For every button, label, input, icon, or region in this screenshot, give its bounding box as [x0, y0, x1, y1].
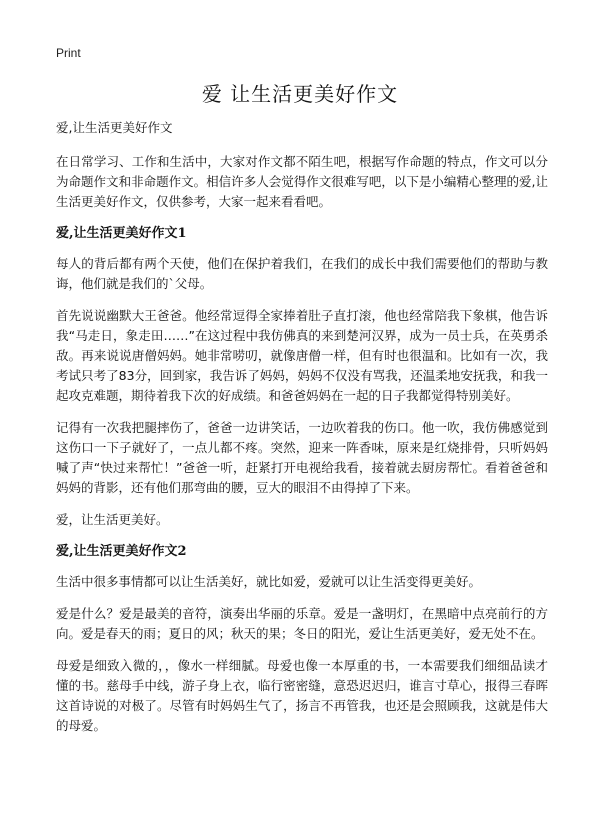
intro-paragraph: 在日常学习、工作和生活中，大家对作文都不陌生吧，根据写作命题的特点，作文可以分为命题作文和非命题作文。相信许多人会觉得作文很难写吧，以下是小编精心整理的爱,让生活更美好作文，仅供参考，大家一起来看看吧。 — [56, 154, 548, 209]
document-title: 爱 让生活更美好作文 — [201, 82, 399, 106]
essay1-heading: 爱,让生活更美好作文1 — [56, 226, 187, 241]
essay1-paragraph-2: 首先说说幽默大王爸爸。他经常逗得全家捧着肚子直打滚，他也经常陪我下象棋，他告诉我“马走日，象走田……”在这过程中我仿佛真的来到楚河汉界，成为一员士兵，在英勇杀敌。再来说说唐僧妈妈。她非常唠叨，就像唐僧一样，但有时也很温和。比如有一次，我考试只考了83分，回到家，我告诉了妈妈，妈妈不仅没有骂我，还温柔地安抚我，和我一起攻克难题，期待着我下次的好成绩。和爸爸妈妈在一起的日子我都觉得特别美好。 — [56, 308, 548, 403]
essay2-paragraph-2: 爱是什么？爱是最美的音符，演奏出华丽的乐章。爱是一盏明灯，在黑暗中点亮前行的方向。爱是春天的雨；夏日的风；秋天的果；冬日的阳光，爱让生活更美好，爱无处不在。 — [56, 606, 548, 641]
essay1-paragraph-4: 爱，让生活更美好。 — [56, 512, 169, 527]
essay1-paragraph-1: 每人的背后都有两个天使，他们在保护着我们，在我们的成长中我们需要他们的帮助与教诲，他们就是我们的`父母。 — [56, 256, 548, 291]
document-subtitle: 爱,让生活更美好作文 — [56, 120, 173, 135]
essay2-paragraph-1: 生活中很多事情都可以让生活美好，就比如爱，爱就可以让生活变得更美好。 — [56, 574, 482, 589]
essay2-paragraph-3: 母爱是细致入微的，，像水一样细腻。母爱也像一本厚重的书，一本需要我们细细品读才懂的书。慈母手中线，游子身上衣，临行密密缝，意恐迟迟归，谁言寸草心，报得三春晖这首诗说的对极了。尽管有时妈妈生气了，扬言不再管我，也还是会照顾我，这就是伟大的母爱。 — [56, 658, 548, 733]
essay2-heading: 爱,让生活更美好作文2 — [56, 544, 187, 559]
document-body — [56, 118, 548, 748]
print-label: Print — [56, 46, 81, 60]
essay1-paragraph-3: 记得有一次我把腿摔伤了，爸爸一边讲笑话，一边吹着我的伤口。他一吹，我仿佛感觉到这伤口一下子就好了，一点儿都不疼。突然，迎来一阵香味，原来是红烧排骨，只听妈妈喊了声“快过来帮忙！”爸爸一听，赶紧打开电视给我看，接着就去厨房帮忙。看着爸爸和妈妈的背影，还有他们那弯曲的腰，豆大的眼泪不由得掉了下来。 — [56, 420, 548, 495]
